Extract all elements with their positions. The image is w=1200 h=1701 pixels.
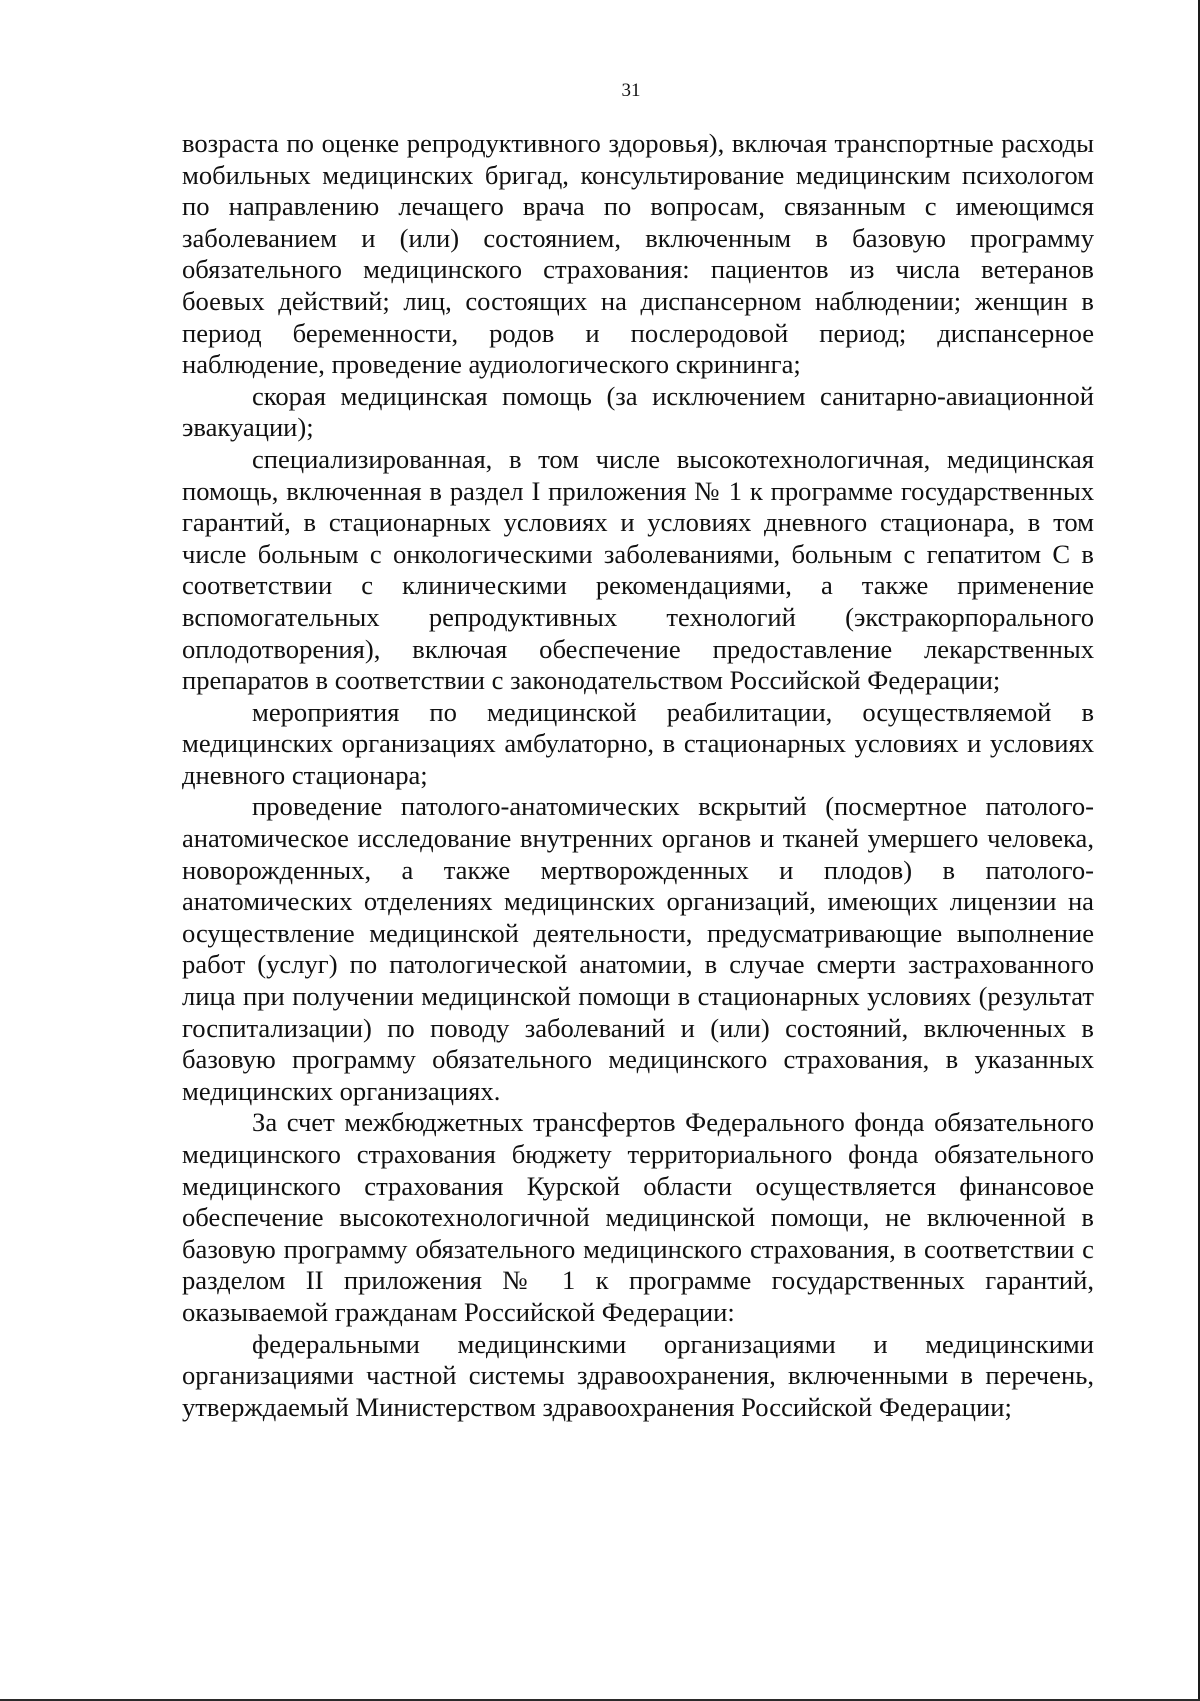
document-body [182,128,1094,1423]
paragraph: специализированная, в том числе высокотехнологичная, медицинская помощь, включенная в раздел I приложения № 1 к программе государственных гарантий, в стационарных условиях и условиях дневного стационара, в том числе больным с онкологическими заболеваниями, больным с гепатитом С в соответствии с клиническими рекомендациями, а также применение вспомогательных репродуктивных технологий (экстракорпорального оплодотворения), включая обеспечение предоставление лекарственных препаратов в соответствии с законодательством Российской Федерации; [182,443,1094,696]
paragraph: федеральными медицинскими организациями и медицинскими организациями частной системы здравоохранения, включенными в перечень, утверждаемый Министерством здравоохранения Российской Федерации; [182,1328,1094,1422]
paragraph: проведение патолого-анатомических вскрытий (посмертное патолого-анатомическое исследование внутренних органов и тканей умершего человека, новорожденных, а также мертворожденных и плодов) в патолого-анатомических отделениях медицинских организаций, имеющих лицензии на осуществление медицинской деятельности, предусматривающие выполнение работ (услуг) по патологической анатомии, в случае смерти застрахованного лица при получении медицинской помощи в стационарных условиях (результат госпитализации) по поводу заболеваний и (или) состояний, включенных в базовую программу обязательного медицинского страхования, в указанных медицинских организациях. [182,791,1094,1106]
paragraph: скорая медицинская помощь (за исключением санитарно-авиационной эвакуации); [182,380,1094,443]
paragraph: За счет межбюджетных трансфертов Федерального фонда обязательного медицинского страхования бюджету территориального фонда обязательного медицинского страхования Курской области осуществляется финансовое обеспечение высокотехнологичной медицинской помощи, не включенной в базовую программу обязательного медицинского страхования, в соответствии с разделом II приложения № 1 к программе государственных гарантий, оказываемой гражданам Российской Федерации: [182,1107,1094,1327]
paragraph: мероприятия по медицинской реабилитации, осуществляемой в медицинских организациях амбулаторно, в стационарных условиях и условиях дневного стационара; [182,696,1094,790]
page-number: 31 [621,80,641,101]
paragraph: возраста по оценке репродуктивного здоровья), включая транспортные расходы мобильных медицинских бригад, консультирование медицинским психологом по направлению лечащего врача по вопросам, связанным с имеющимся заболеванием и (или) состоянием, включенным в базовую программу обязательного медицинского страхования: пациентов из числа ветеранов боевых действий; лиц, состоящих на диспансерном наблюдении; женщин в период беременности, родов и послеродовой период; диспансерное наблюдение, проведение аудиологического скрининга; [182,128,1094,380]
